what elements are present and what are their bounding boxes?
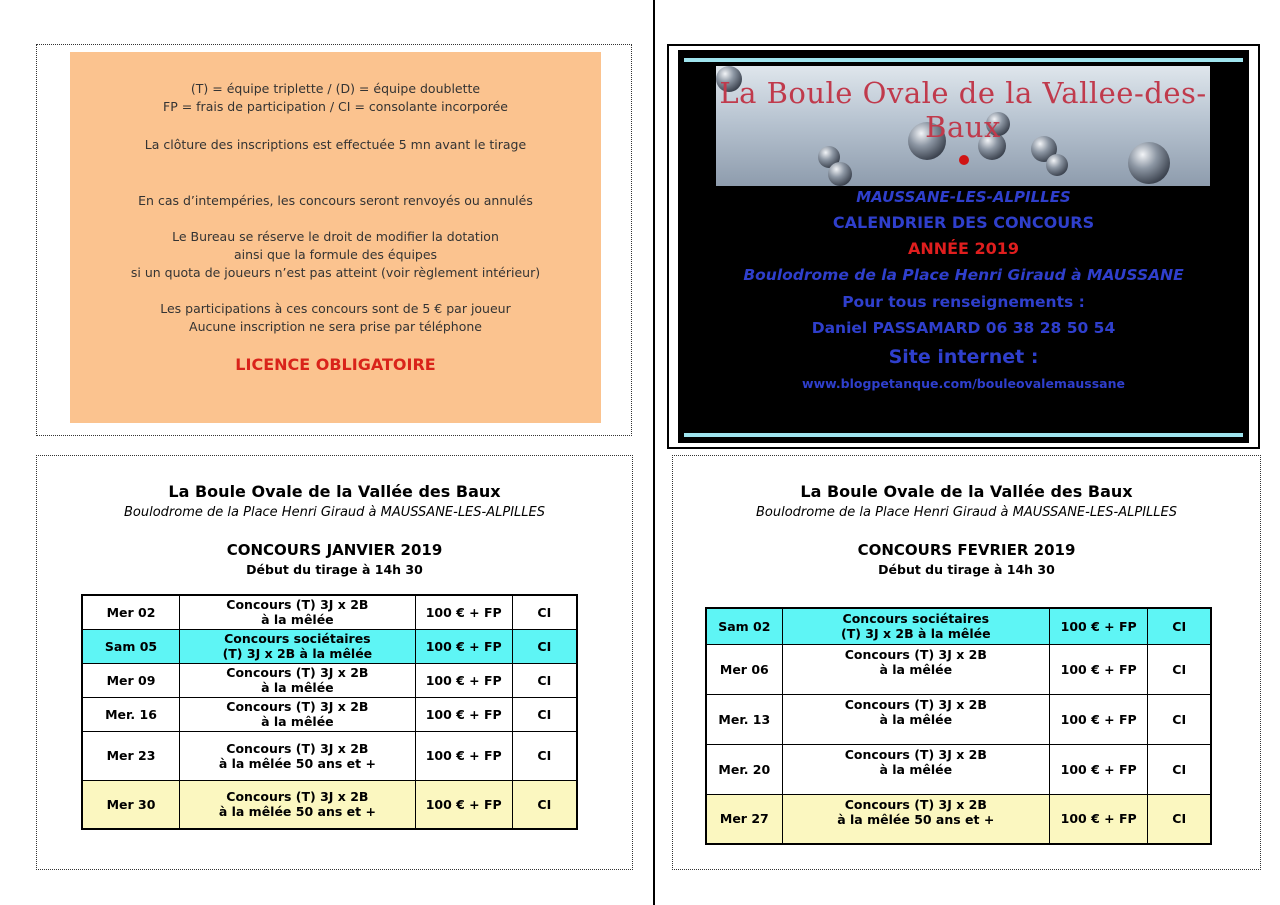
row-prize: 100 € + FP: [415, 731, 512, 780]
row-description: [782, 694, 1049, 744]
boule-icon: [828, 162, 852, 186]
table-row: [706, 694, 1211, 744]
desc-line-1: Concours (T) 3J x 2B: [844, 646, 987, 662]
cover-inner: [678, 50, 1249, 443]
table-row: [82, 629, 577, 663]
row-prize: 100 € + FP: [415, 595, 512, 629]
desc-line-1: Concours (T) 3J x 2B: [844, 696, 987, 712]
row-ci: CI: [1148, 644, 1211, 694]
row-prize: 100 € + FP: [415, 780, 512, 829]
desc-line-2: à la mêlée: [261, 680, 334, 695]
table-row: [706, 608, 1211, 644]
info-line-formula: ainsi que la formule des équipes: [233, 247, 438, 262]
cover-city: MAUSSANE-LES-ALPILLES: [856, 188, 1071, 206]
row-date: Mer 06: [706, 644, 782, 694]
desc-line-2: à la mêlée 50 ans et +: [218, 755, 376, 771]
row-prize: 100 € + FP: [1049, 644, 1147, 694]
february-org: La Boule Ovale de la Vallée des Baux: [800, 482, 1133, 501]
row-description: [782, 644, 1049, 694]
desc-line-2: à la mêlée: [879, 661, 953, 677]
desc-line-2: (T) 3J x 2B à la mêlée: [222, 646, 373, 661]
desc-line-2: à la mêlée: [879, 711, 953, 727]
cover-contact: Daniel PASSAMARD 06 38 28 50 54: [811, 319, 1116, 337]
row-description: [782, 794, 1049, 844]
row-prize: 100 € + FP: [1049, 694, 1147, 744]
row-date: Mer 09: [82, 663, 180, 697]
desc-line-2: à la mêlée: [879, 761, 953, 777]
desc-line-1: Concours (T) 3J x 2B: [226, 789, 369, 805]
january-table: [81, 594, 578, 830]
desc-line-2: à la mêlée: [261, 714, 334, 729]
row-date: Mer 30: [82, 780, 180, 829]
info-line-fees: FP = frais de participation / CI = consolante incorporée: [163, 99, 508, 114]
desc-line-1: Concours (T) 3J x 2B: [844, 796, 987, 812]
row-ci: CI: [1148, 608, 1211, 644]
desc-line-2: (T) 3J x 2B à la mêlée: [840, 626, 991, 642]
info-line-teams: (T) = équipe triplette / (D) = équipe doublette: [190, 81, 481, 96]
row-ci: CI: [512, 731, 577, 780]
february-place: Boulodrome de la Place Henri Giraud à MAUSSANE-LES-ALPILLES: [756, 505, 1177, 520]
info-line-closing: La clôture des inscriptions est effectuée 5 mn avant le tirage: [144, 137, 527, 152]
february-draw-time: Début du tirage à 14h 30: [878, 562, 1055, 577]
row-description: [180, 731, 416, 780]
row-description: [180, 663, 416, 697]
fold-line: [653, 0, 655, 905]
table-row: [82, 663, 577, 697]
table-row: [82, 697, 577, 731]
cover-year: ANNÉE 2019: [907, 239, 1020, 258]
cover-site-label: Site internet :: [888, 346, 1039, 368]
info-panel: [36, 44, 632, 436]
table-row: [82, 731, 577, 780]
row-description: [782, 744, 1049, 794]
february-title: CONCOURS FEVRIER 2019: [857, 541, 1076, 559]
cochonnet-icon: [959, 155, 969, 165]
desc-line-1: Concours (T) 3J x 2B: [226, 665, 369, 680]
banner-image: [716, 66, 1210, 186]
january-panel: [36, 455, 633, 870]
info-line-price: Les participations à ces concours sont de 5 € par joueur: [160, 301, 511, 316]
desc-line-1: Concours sociétaires: [842, 611, 990, 627]
row-prize: 100 € + FP: [415, 663, 512, 697]
desc-line-1: Concours (T) 3J x 2B: [226, 740, 369, 756]
cover-url[interactable]: www.blogpetanque.com/bouleovalemaussane: [802, 376, 1125, 391]
cover-info-label: Pour tous renseignements :: [842, 293, 1085, 311]
info-line-weather: En cas d’intempéries, les concours seront renvoyés ou annulés: [138, 193, 533, 208]
february-panel: [672, 455, 1261, 870]
info-line-quota: si un quota de joueurs n’est pas atteint (voir règlement intérieur): [130, 265, 541, 280]
row-ci: CI: [512, 697, 577, 731]
row-description: [180, 629, 416, 663]
january-draw-time: Début du tirage à 14h 30: [246, 562, 423, 577]
row-ci: CI: [1148, 694, 1211, 744]
row-ci: CI: [512, 595, 577, 629]
row-prize: 100 € + FP: [1049, 744, 1147, 794]
table-row: [82, 780, 577, 829]
desc-line-1: Concours (T) 3J x 2B: [226, 597, 369, 613]
desc-line-2: à la mêlée 50 ans et +: [218, 804, 376, 820]
boule-icon: [1128, 142, 1170, 184]
row-prize: 100 € + FP: [415, 697, 512, 731]
desc-line-1: Concours (T) 3J x 2B: [844, 746, 987, 762]
cover-top-bar: [684, 58, 1243, 62]
row-prize: 100 € + FP: [1049, 794, 1147, 844]
row-description: [180, 780, 416, 829]
row-description: [180, 595, 416, 629]
row-date: Mer 23: [82, 731, 180, 780]
january-place: Boulodrome de la Place Henri Giraud à MAUSSANE-LES-ALPILLES: [124, 505, 545, 520]
row-prize: 100 € + FP: [415, 629, 512, 663]
january-org: La Boule Ovale de la Vallée des Baux: [168, 482, 501, 501]
table-row: [706, 644, 1211, 694]
table-row: [706, 794, 1211, 844]
row-date: Mer. 20: [706, 744, 782, 794]
boule-icon: [1046, 154, 1068, 176]
info-line-bureau: Le Bureau se réserve le droit de modifier la dotation: [172, 229, 499, 244]
row-ci: CI: [512, 780, 577, 829]
cover-panel: [667, 44, 1260, 449]
row-ci: CI: [512, 663, 577, 697]
desc-line-1: Concours (T) 3J x 2B: [226, 699, 369, 714]
cover-bottom-bar: [684, 433, 1243, 437]
row-date: Sam 02: [706, 608, 782, 644]
info-line-phone: Aucune inscription ne sera prise par téléphone: [189, 319, 482, 334]
row-date: Sam 05: [82, 629, 180, 663]
row-ci: CI: [1148, 794, 1211, 844]
info-box: [70, 52, 601, 423]
row-ci: CI: [1148, 744, 1211, 794]
row-description: [180, 697, 416, 731]
table-row: [706, 744, 1211, 794]
row-date: Mer. 16: [82, 697, 180, 731]
desc-line-1: Concours sociétaires: [224, 631, 371, 646]
january-title: CONCOURS JANVIER 2019: [226, 541, 443, 559]
desc-line-2: à la mêlée: [261, 612, 334, 628]
february-table: [705, 607, 1212, 845]
cover-boulodrome: Boulodrome de la Place Henri Giraud à MAUSSANE: [743, 266, 1184, 284]
row-description: [782, 608, 1049, 644]
row-date: Mer 02: [82, 595, 180, 629]
cover-calendar: CALENDRIER DES CONCOURS: [832, 213, 1095, 232]
banner-title: La Boule Ovale de la Vallee-des-Baux: [719, 76, 1207, 144]
row-date: Mer 27: [706, 794, 782, 844]
row-ci: CI: [512, 629, 577, 663]
row-prize: 100 € + FP: [1049, 608, 1147, 644]
table-row: [82, 595, 577, 629]
row-date: Mer. 13: [706, 694, 782, 744]
desc-line-2: à la mêlée 50 ans et +: [837, 811, 995, 827]
licence-notice: LICENCE OBLIGATOIRE: [235, 355, 436, 374]
